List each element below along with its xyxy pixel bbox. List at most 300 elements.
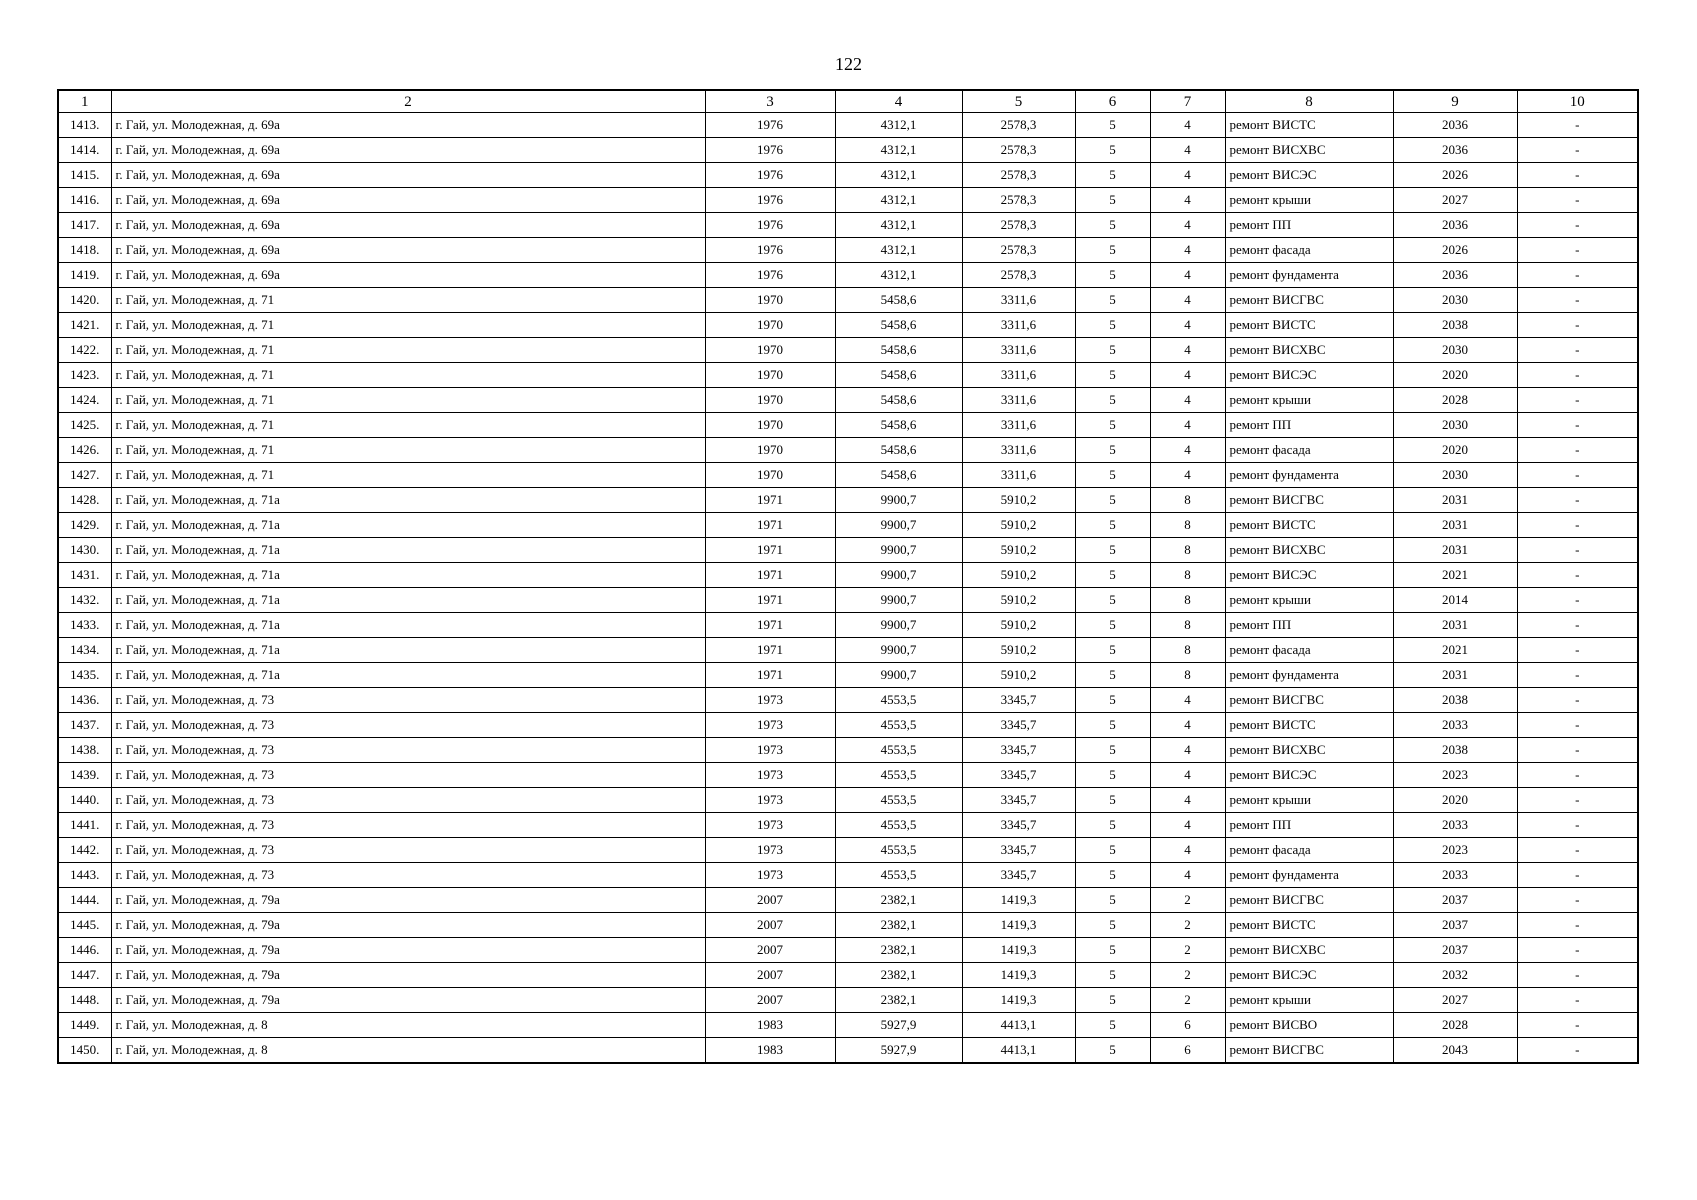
row-number-cell: 1417. <box>58 213 111 238</box>
living-area-cell: 5910,2 <box>962 563 1075 588</box>
entrances-cell: 4 <box>1150 288 1225 313</box>
row-number-cell: 1450. <box>58 1038 111 1064</box>
row-number-cell: 1423. <box>58 363 111 388</box>
address-cell: г. Гай, ул. Молодежная, д. 71 <box>111 313 705 338</box>
work-type-cell: ремонт ВИСЭС <box>1225 363 1393 388</box>
column-header-3: 3 <box>705 90 835 113</box>
year-built-cell: 1983 <box>705 1038 835 1064</box>
note-cell: - <box>1517 1038 1638 1064</box>
address-cell: г. Гай, ул. Молодежная, д. 71а <box>111 613 705 638</box>
floors-cell: 5 <box>1075 163 1150 188</box>
year-built-cell: 2007 <box>705 938 835 963</box>
work-type-cell: ремонт ВИСЭС <box>1225 563 1393 588</box>
note-cell: - <box>1517 513 1638 538</box>
address-cell: г. Гай, ул. Молодежная, д. 8 <box>111 1038 705 1064</box>
total-area-cell: 4312,1 <box>835 263 962 288</box>
planned-year-cell: 2033 <box>1393 863 1517 888</box>
year-built-cell: 1973 <box>705 813 835 838</box>
work-type-cell: ремонт ВИСГВС <box>1225 688 1393 713</box>
table-row <box>58 763 1638 788</box>
header-row <box>58 90 1638 113</box>
note-cell: - <box>1517 213 1638 238</box>
table-row <box>58 413 1638 438</box>
total-area-cell: 4312,1 <box>835 188 962 213</box>
floors-cell: 5 <box>1075 738 1150 763</box>
address-cell: г. Гай, ул. Молодежная, д. 71 <box>111 463 705 488</box>
total-area-cell: 4553,5 <box>835 763 962 788</box>
note-cell: - <box>1517 963 1638 988</box>
living-area-cell: 2578,3 <box>962 163 1075 188</box>
row-number-cell: 1429. <box>58 513 111 538</box>
note-cell: - <box>1517 363 1638 388</box>
living-area-cell: 3345,7 <box>962 713 1075 738</box>
work-type-cell: ремонт ПП <box>1225 813 1393 838</box>
planned-year-cell: 2043 <box>1393 1038 1517 1064</box>
work-type-cell: ремонт фундамента <box>1225 263 1393 288</box>
note-cell: - <box>1517 938 1638 963</box>
column-header-1: 1 <box>58 90 111 113</box>
living-area-cell: 5910,2 <box>962 538 1075 563</box>
note-cell: - <box>1517 338 1638 363</box>
total-area-cell: 4553,5 <box>835 813 962 838</box>
note-cell: - <box>1517 238 1638 263</box>
row-number-cell: 1435. <box>58 663 111 688</box>
planned-year-cell: 2021 <box>1393 563 1517 588</box>
note-cell: - <box>1517 663 1638 688</box>
planned-year-cell: 2031 <box>1393 663 1517 688</box>
year-built-cell: 1970 <box>705 438 835 463</box>
table-row <box>58 638 1638 663</box>
table-row <box>58 188 1638 213</box>
table-row <box>58 813 1638 838</box>
floors-cell: 5 <box>1075 188 1150 213</box>
entrances-cell: 2 <box>1150 963 1225 988</box>
living-area-cell: 2578,3 <box>962 113 1075 138</box>
planned-year-cell: 2031 <box>1393 513 1517 538</box>
floors-cell: 5 <box>1075 263 1150 288</box>
total-area-cell: 5458,6 <box>835 438 962 463</box>
page-number: 122 <box>835 54 862 74</box>
work-type-cell: ремонт ВИСХВС <box>1225 338 1393 363</box>
planned-year-cell: 2027 <box>1393 988 1517 1013</box>
planned-year-cell: 2037 <box>1393 938 1517 963</box>
table-row <box>58 988 1638 1013</box>
work-type-cell: ремонт фундамента <box>1225 863 1393 888</box>
table-body <box>58 113 1638 1064</box>
note-cell: - <box>1517 113 1638 138</box>
row-number-cell: 1416. <box>58 188 111 213</box>
total-area-cell: 9900,7 <box>835 563 962 588</box>
table-row <box>58 388 1638 413</box>
work-type-cell: ремонт ВИСГВС <box>1225 1038 1393 1064</box>
table-row <box>58 563 1638 588</box>
address-cell: г. Гай, ул. Молодежная, д. 69а <box>111 263 705 288</box>
table-row <box>58 863 1638 888</box>
work-type-cell: ремонт ВИСЭС <box>1225 963 1393 988</box>
table-row <box>58 788 1638 813</box>
table-row <box>58 163 1638 188</box>
table-row <box>58 938 1638 963</box>
work-type-cell: ремонт крыши <box>1225 188 1393 213</box>
column-header-10: 10 <box>1517 90 1638 113</box>
column-header-4: 4 <box>835 90 962 113</box>
planned-year-cell: 2030 <box>1393 463 1517 488</box>
table-row <box>58 713 1638 738</box>
year-built-cell: 1973 <box>705 688 835 713</box>
year-built-cell: 1973 <box>705 763 835 788</box>
work-type-cell: ремонт ВИСХВС <box>1225 938 1393 963</box>
note-cell: - <box>1517 463 1638 488</box>
floors-cell: 5 <box>1075 613 1150 638</box>
total-area-cell: 4553,5 <box>835 863 962 888</box>
entrances-cell: 2 <box>1150 913 1225 938</box>
address-cell: г. Гай, ул. Молодежная, д. 69а <box>111 113 705 138</box>
year-built-cell: 1971 <box>705 513 835 538</box>
row-number-cell: 1443. <box>58 863 111 888</box>
table-row <box>58 263 1638 288</box>
address-cell: г. Гай, ул. Молодежная, д. 71 <box>111 413 705 438</box>
planned-year-cell: 2031 <box>1393 538 1517 563</box>
table-row <box>58 463 1638 488</box>
row-number-cell: 1419. <box>58 263 111 288</box>
entrances-cell: 4 <box>1150 688 1225 713</box>
living-area-cell: 1419,3 <box>962 888 1075 913</box>
address-cell: г. Гай, ул. Молодежная, д. 71а <box>111 588 705 613</box>
row-number-cell: 1427. <box>58 463 111 488</box>
work-type-cell: ремонт ВИСТС <box>1225 713 1393 738</box>
table-row <box>58 1038 1638 1064</box>
floors-cell: 5 <box>1075 1013 1150 1038</box>
year-built-cell: 2007 <box>705 913 835 938</box>
total-area-cell: 2382,1 <box>835 988 962 1013</box>
capital-repair-table <box>57 89 1639 1064</box>
total-area-cell: 4553,5 <box>835 838 962 863</box>
note-cell: - <box>1517 163 1638 188</box>
total-area-cell: 4553,5 <box>835 738 962 763</box>
note-cell: - <box>1517 413 1638 438</box>
year-built-cell: 2007 <box>705 988 835 1013</box>
row-number-cell: 1418. <box>58 238 111 263</box>
column-header-7: 7 <box>1150 90 1225 113</box>
year-built-cell: 1973 <box>705 838 835 863</box>
column-header-5: 5 <box>962 90 1075 113</box>
living-area-cell: 3311,6 <box>962 338 1075 363</box>
living-area-cell: 1419,3 <box>962 913 1075 938</box>
address-cell: г. Гай, ул. Молодежная, д. 73 <box>111 838 705 863</box>
row-number-cell: 1413. <box>58 113 111 138</box>
work-type-cell: ремонт ВИСХВС <box>1225 138 1393 163</box>
table-row <box>58 113 1638 138</box>
note-cell: - <box>1517 563 1638 588</box>
floors-cell: 5 <box>1075 238 1150 263</box>
row-number-cell: 1448. <box>58 988 111 1013</box>
floors-cell: 5 <box>1075 463 1150 488</box>
table-row <box>58 213 1638 238</box>
planned-year-cell: 2030 <box>1393 338 1517 363</box>
entrances-cell: 4 <box>1150 238 1225 263</box>
floors-cell: 5 <box>1075 913 1150 938</box>
year-built-cell: 1970 <box>705 388 835 413</box>
address-cell: г. Гай, ул. Молодежная, д. 69а <box>111 238 705 263</box>
living-area-cell: 3311,6 <box>962 288 1075 313</box>
work-type-cell: ремонт крыши <box>1225 388 1393 413</box>
planned-year-cell: 2032 <box>1393 963 1517 988</box>
living-area-cell: 3345,7 <box>962 788 1075 813</box>
note-cell: - <box>1517 913 1638 938</box>
living-area-cell: 3345,7 <box>962 763 1075 788</box>
work-type-cell: ремонт фасада <box>1225 438 1393 463</box>
entrances-cell: 4 <box>1150 388 1225 413</box>
entrances-cell: 8 <box>1150 513 1225 538</box>
entrances-cell: 6 <box>1150 1038 1225 1064</box>
table-row <box>58 488 1638 513</box>
year-built-cell: 1976 <box>705 163 835 188</box>
work-type-cell: ремонт ПП <box>1225 213 1393 238</box>
table-row <box>58 613 1638 638</box>
entrances-cell: 8 <box>1150 613 1225 638</box>
note-cell: - <box>1517 313 1638 338</box>
row-number-cell: 1430. <box>58 538 111 563</box>
address-cell: г. Гай, ул. Молодежная, д. 71а <box>111 563 705 588</box>
total-area-cell: 9900,7 <box>835 613 962 638</box>
year-built-cell: 1976 <box>705 113 835 138</box>
living-area-cell: 3345,7 <box>962 863 1075 888</box>
work-type-cell: ремонт ВИСТС <box>1225 113 1393 138</box>
work-type-cell: ремонт ВИСГВС <box>1225 888 1393 913</box>
floors-cell: 5 <box>1075 563 1150 588</box>
row-number-cell: 1425. <box>58 413 111 438</box>
floors-cell: 5 <box>1075 113 1150 138</box>
work-type-cell: ремонт фасада <box>1225 838 1393 863</box>
living-area-cell: 3311,6 <box>962 413 1075 438</box>
address-cell: г. Гай, ул. Молодежная, д. 71а <box>111 488 705 513</box>
total-area-cell: 4312,1 <box>835 238 962 263</box>
planned-year-cell: 2023 <box>1393 838 1517 863</box>
living-area-cell: 2578,3 <box>962 188 1075 213</box>
planned-year-cell: 2031 <box>1393 488 1517 513</box>
year-built-cell: 1971 <box>705 488 835 513</box>
address-cell: г. Гай, ул. Молодежная, д. 73 <box>111 688 705 713</box>
row-number-cell: 1444. <box>58 888 111 913</box>
total-area-cell: 2382,1 <box>835 913 962 938</box>
work-type-cell: ремонт ВИСЭС <box>1225 163 1393 188</box>
planned-year-cell: 2038 <box>1393 688 1517 713</box>
year-built-cell: 1970 <box>705 363 835 388</box>
work-type-cell: ремонт ВИСХВС <box>1225 538 1393 563</box>
row-number-cell: 1428. <box>58 488 111 513</box>
planned-year-cell: 2023 <box>1393 763 1517 788</box>
year-built-cell: 1983 <box>705 1013 835 1038</box>
row-number-cell: 1420. <box>58 288 111 313</box>
note-cell: - <box>1517 788 1638 813</box>
year-built-cell: 2007 <box>705 888 835 913</box>
entrances-cell: 4 <box>1150 438 1225 463</box>
column-header-2: 2 <box>111 90 705 113</box>
table-row <box>58 313 1638 338</box>
total-area-cell: 4553,5 <box>835 688 962 713</box>
planned-year-cell: 2031 <box>1393 613 1517 638</box>
year-built-cell: 1971 <box>705 613 835 638</box>
entrances-cell: 8 <box>1150 563 1225 588</box>
entrances-cell: 2 <box>1150 988 1225 1013</box>
living-area-cell: 3345,7 <box>962 838 1075 863</box>
total-area-cell: 4553,5 <box>835 713 962 738</box>
year-built-cell: 1971 <box>705 538 835 563</box>
entrances-cell: 8 <box>1150 488 1225 513</box>
year-built-cell: 1976 <box>705 188 835 213</box>
floors-cell: 5 <box>1075 338 1150 363</box>
planned-year-cell: 2038 <box>1393 313 1517 338</box>
year-built-cell: 1971 <box>705 638 835 663</box>
entrances-cell: 4 <box>1150 813 1225 838</box>
entrances-cell: 8 <box>1150 538 1225 563</box>
total-area-cell: 4553,5 <box>835 788 962 813</box>
total-area-cell: 5458,6 <box>835 288 962 313</box>
table-row <box>58 663 1638 688</box>
entrances-cell: 8 <box>1150 663 1225 688</box>
note-cell: - <box>1517 613 1638 638</box>
address-cell: г. Гай, ул. Молодежная, д. 71а <box>111 638 705 663</box>
note-cell: - <box>1517 688 1638 713</box>
total-area-cell: 5458,6 <box>835 413 962 438</box>
entrances-cell: 4 <box>1150 788 1225 813</box>
total-area-cell: 5458,6 <box>835 388 962 413</box>
planned-year-cell: 2036 <box>1393 213 1517 238</box>
total-area-cell: 9900,7 <box>835 488 962 513</box>
floors-cell: 5 <box>1075 138 1150 163</box>
entrances-cell: 4 <box>1150 263 1225 288</box>
note-cell: - <box>1517 588 1638 613</box>
address-cell: г. Гай, ул. Молодежная, д. 79а <box>111 988 705 1013</box>
address-cell: г. Гай, ул. Молодежная, д. 71а <box>111 513 705 538</box>
planned-year-cell: 2030 <box>1393 288 1517 313</box>
total-area-cell: 5458,6 <box>835 338 962 363</box>
total-area-cell: 4312,1 <box>835 213 962 238</box>
year-built-cell: 1973 <box>705 788 835 813</box>
year-built-cell: 1970 <box>705 338 835 363</box>
address-cell: г. Гай, ул. Молодежная, д. 79а <box>111 938 705 963</box>
planned-year-cell: 2026 <box>1393 163 1517 188</box>
address-cell: г. Гай, ул. Молодежная, д. 73 <box>111 738 705 763</box>
address-cell: г. Гай, ул. Молодежная, д. 71 <box>111 388 705 413</box>
note-cell: - <box>1517 713 1638 738</box>
living-area-cell: 3345,7 <box>962 688 1075 713</box>
address-cell: г. Гай, ул. Молодежная, д. 79а <box>111 913 705 938</box>
entrances-cell: 4 <box>1150 738 1225 763</box>
total-area-cell: 5927,9 <box>835 1038 962 1064</box>
planned-year-cell: 2020 <box>1393 788 1517 813</box>
planned-year-cell: 2014 <box>1393 588 1517 613</box>
table-row <box>58 588 1638 613</box>
planned-year-cell: 2030 <box>1393 413 1517 438</box>
address-cell: г. Гай, ул. Молодежная, д. 69а <box>111 163 705 188</box>
note-cell: - <box>1517 538 1638 563</box>
row-number-cell: 1434. <box>58 638 111 663</box>
planned-year-cell: 2028 <box>1393 1013 1517 1038</box>
address-cell: г. Гай, ул. Молодежная, д. 71 <box>111 288 705 313</box>
entrances-cell: 8 <box>1150 588 1225 613</box>
planned-year-cell: 2033 <box>1393 813 1517 838</box>
entrances-cell: 2 <box>1150 888 1225 913</box>
entrances-cell: 8 <box>1150 638 1225 663</box>
year-built-cell: 1970 <box>705 313 835 338</box>
note-cell: - <box>1517 638 1638 663</box>
table-row <box>58 338 1638 363</box>
table-header <box>58 90 1638 113</box>
work-type-cell: ремонт ВИСТС <box>1225 913 1393 938</box>
living-area-cell: 1419,3 <box>962 963 1075 988</box>
address-cell: г. Гай, ул. Молодежная, д. 71а <box>111 538 705 563</box>
row-number-cell: 1447. <box>58 963 111 988</box>
living-area-cell: 2578,3 <box>962 263 1075 288</box>
floors-cell: 5 <box>1075 638 1150 663</box>
floors-cell: 5 <box>1075 363 1150 388</box>
floors-cell: 5 <box>1075 963 1150 988</box>
floors-cell: 5 <box>1075 838 1150 863</box>
floors-cell: 5 <box>1075 388 1150 413</box>
table-row <box>58 1013 1638 1038</box>
row-number-cell: 1441. <box>58 813 111 838</box>
row-number-cell: 1422. <box>58 338 111 363</box>
floors-cell: 5 <box>1075 413 1150 438</box>
entrances-cell: 4 <box>1150 838 1225 863</box>
total-area-cell: 5458,6 <box>835 313 962 338</box>
living-area-cell: 3345,7 <box>962 813 1075 838</box>
living-area-cell: 5910,2 <box>962 663 1075 688</box>
address-cell: г. Гай, ул. Молодежная, д. 73 <box>111 763 705 788</box>
address-cell: г. Гай, ул. Молодежная, д. 73 <box>111 788 705 813</box>
planned-year-cell: 2021 <box>1393 638 1517 663</box>
row-number-cell: 1449. <box>58 1013 111 1038</box>
floors-cell: 5 <box>1075 488 1150 513</box>
living-area-cell: 2578,3 <box>962 138 1075 163</box>
living-area-cell: 5910,2 <box>962 638 1075 663</box>
total-area-cell: 5927,9 <box>835 1013 962 1038</box>
row-number-cell: 1433. <box>58 613 111 638</box>
entrances-cell: 4 <box>1150 413 1225 438</box>
row-number-cell: 1414. <box>58 138 111 163</box>
table-row <box>58 738 1638 763</box>
living-area-cell: 4413,1 <box>962 1013 1075 1038</box>
living-area-cell: 5910,2 <box>962 513 1075 538</box>
year-built-cell: 1970 <box>705 463 835 488</box>
table-row <box>58 438 1638 463</box>
column-header-9: 9 <box>1393 90 1517 113</box>
year-built-cell: 1971 <box>705 663 835 688</box>
entrances-cell: 4 <box>1150 763 1225 788</box>
address-cell: г. Гай, ул. Молодежная, д. 69а <box>111 138 705 163</box>
table-row <box>58 838 1638 863</box>
address-cell: г. Гай, ул. Молодежная, д. 79а <box>111 888 705 913</box>
column-header-6: 6 <box>1075 90 1150 113</box>
living-area-cell: 5910,2 <box>962 613 1075 638</box>
note-cell: - <box>1517 813 1638 838</box>
table-row <box>58 513 1638 538</box>
entrances-cell: 4 <box>1150 163 1225 188</box>
entrances-cell: 4 <box>1150 213 1225 238</box>
living-area-cell: 3345,7 <box>962 738 1075 763</box>
floors-cell: 5 <box>1075 888 1150 913</box>
floors-cell: 5 <box>1075 863 1150 888</box>
address-cell: г. Гай, ул. Молодежная, д. 79а <box>111 963 705 988</box>
row-number-cell: 1436. <box>58 688 111 713</box>
entrances-cell: 4 <box>1150 338 1225 363</box>
living-area-cell: 1419,3 <box>962 988 1075 1013</box>
table-row <box>58 363 1638 388</box>
planned-year-cell: 2036 <box>1393 138 1517 163</box>
living-area-cell: 5910,2 <box>962 488 1075 513</box>
work-type-cell: ремонт ВИСГВС <box>1225 488 1393 513</box>
